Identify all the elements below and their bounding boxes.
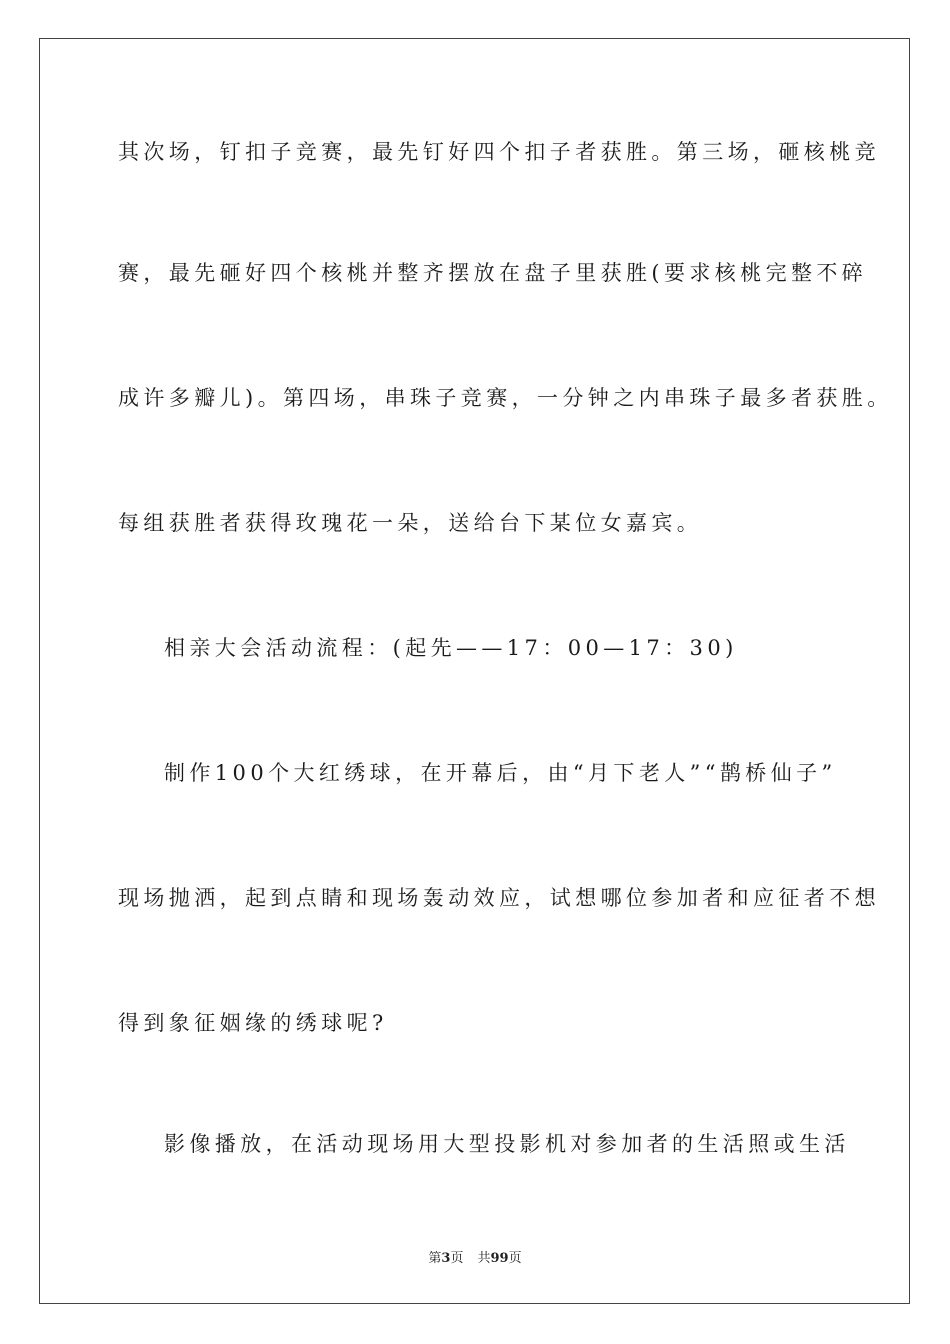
footer-total-pages: 99 — [490, 1251, 509, 1266]
footer-total-prefix: 共 — [477, 1251, 491, 1266]
body-text-line-7: 现场抛洒，起到点睛和现场轰动效应，试想哪位参加者和应征者不想 — [118, 886, 880, 910]
body-text-line-6: 制作100个大红绣球，在开幕后，由“月下老人”“鹊桥仙子” — [164, 761, 837, 785]
body-text-line-8: 得到象征姻缘的绣球呢? — [118, 1011, 388, 1035]
body-text-line-4: 每组获胜者获得玫瑰花一朵，送给台下某位女嘉宾。 — [118, 511, 703, 535]
page-border — [39, 38, 910, 1304]
page-footer — [0, 1247, 950, 1266]
body-text-line-5: 相亲大会活动流程：(起先——17：00—17：30) — [164, 636, 738, 660]
body-text-line-9: 影像播放，在活动现场用大型投影机对参加者的生活照或生活 — [164, 1132, 850, 1156]
footer-total-suffix: 页 — [508, 1251, 522, 1266]
body-text-line-2: 赛，最先砸好四个核桃并整齐摆放在盘子里获胜(要求核桃完整不碎 — [118, 261, 868, 285]
body-text-line-3: 成许多瓣儿)。第四场，串珠子竞赛，一分钟之内串珠子最多者获胜。 — [118, 386, 893, 410]
body-text-line-1: 其次场，钉扣子竞赛，最先钉好四个扣子者获胜。第三场，砸核桃竞 — [118, 140, 880, 164]
footer-page-suffix: 页 — [450, 1251, 464, 1266]
footer-page-number: 3 — [441, 1251, 451, 1266]
footer-page-prefix: 第 — [428, 1251, 442, 1266]
